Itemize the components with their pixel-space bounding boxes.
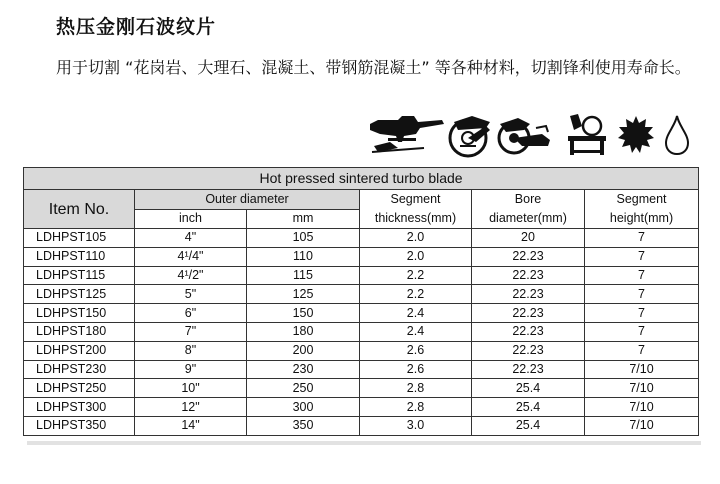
cell-inch: 6" xyxy=(135,304,247,323)
cell-bore: 22.23 xyxy=(472,322,585,341)
cell-thickness: 2.0 xyxy=(360,229,472,248)
cell-height: 7/10 xyxy=(585,398,699,417)
cell-mm: 250 xyxy=(247,379,360,398)
cell-mm: 300 xyxy=(247,398,360,417)
application-icons xyxy=(368,112,692,164)
header-bore-line2: diameter(mm) xyxy=(489,211,567,225)
cell-thickness: 2.6 xyxy=(360,360,472,379)
table-row xyxy=(24,304,699,323)
header-segment-height-line2: height(mm) xyxy=(609,211,674,225)
cell-bore: 22.23 xyxy=(472,285,585,304)
cell-mm: 125 xyxy=(247,285,360,304)
cell-thickness: 2.0 xyxy=(360,247,472,266)
cell-bore: 22.23 xyxy=(472,360,585,379)
cell-thickness: 2.6 xyxy=(360,341,472,360)
cell-mm: 200 xyxy=(247,341,360,360)
cell-item: LDHPST105 xyxy=(24,229,135,248)
cell-bore: 22.23 xyxy=(472,304,585,323)
tile-saw-icon xyxy=(564,112,610,158)
header-segment-height-line1: Segment xyxy=(616,192,667,206)
cell-inch: 5" xyxy=(135,285,247,304)
table-shadow xyxy=(27,441,701,445)
cell-height: 7 xyxy=(585,229,699,248)
cell-thickness: 2.2 xyxy=(360,266,472,285)
cell-mm: 350 xyxy=(247,416,360,435)
cell-thickness: 3.0 xyxy=(360,416,472,435)
cell-mm: 180 xyxy=(247,322,360,341)
wet-drop-icon xyxy=(662,112,692,158)
header-segment-height xyxy=(585,190,699,229)
cell-item: LDHPST180 xyxy=(24,322,135,341)
cell-height: 7 xyxy=(585,341,699,360)
table-row xyxy=(24,360,699,379)
header-bore-diameter xyxy=(472,190,585,229)
cell-bore: 20 xyxy=(472,229,585,248)
cell-item: LDHPST125 xyxy=(24,285,135,304)
product-description: 用于切割 “花岗岩、大理石、混凝土、带钢筋混凝土” 等各种材料，切割锋利使用寿命长。 xyxy=(56,58,691,77)
header-segment-thickness xyxy=(360,190,472,229)
cell-mm: 115 xyxy=(247,266,360,285)
cell-mm: 150 xyxy=(247,304,360,323)
cell-height: 7 xyxy=(585,266,699,285)
header-segment-thickness-line2: thickness(mm) xyxy=(374,211,457,225)
cell-height: 7/10 xyxy=(585,416,699,435)
header-bore-line1: Bore xyxy=(514,192,542,206)
cell-height: 7 xyxy=(585,247,699,266)
cell-inch: 9" xyxy=(135,360,247,379)
cell-height: 7/10 xyxy=(585,360,699,379)
cell-item: LDHPST115 xyxy=(24,266,135,285)
cell-height: 7 xyxy=(585,304,699,323)
cell-item: LDHPST110 xyxy=(24,247,135,266)
cell-bore: 25.4 xyxy=(472,416,585,435)
cell-mm: 230 xyxy=(247,360,360,379)
table-row xyxy=(24,266,699,285)
table-row xyxy=(24,229,699,248)
header-mm: mm xyxy=(247,209,360,229)
table-title: Hot pressed sintered turbo blade xyxy=(24,168,699,190)
cell-item: LDHPST200 xyxy=(24,341,135,360)
cell-inch: 4" xyxy=(135,229,247,248)
cell-inch: 12" xyxy=(135,398,247,417)
header-item-no: Item No. xyxy=(24,190,135,229)
circular-saw-icon xyxy=(446,112,494,158)
cell-mm: 105 xyxy=(247,229,360,248)
table-row xyxy=(24,322,699,341)
table-row xyxy=(24,379,699,398)
dry-sun-icon xyxy=(616,112,656,158)
cell-inch: 4¹/4" xyxy=(135,247,247,266)
cell-thickness: 2.4 xyxy=(360,304,472,323)
table-row xyxy=(24,341,699,360)
header-outer-diameter: Outer diameter xyxy=(135,190,360,210)
specification-table xyxy=(23,167,699,436)
table-row xyxy=(24,398,699,417)
cell-inch: 4¹/2" xyxy=(135,266,247,285)
cell-item: LDHPST300 xyxy=(24,398,135,417)
cell-item: LDHPST230 xyxy=(24,360,135,379)
cell-inch: 14" xyxy=(135,416,247,435)
table-row xyxy=(24,285,699,304)
cell-bore: 22.23 xyxy=(472,266,585,285)
cell-item: LDHPST250 xyxy=(24,379,135,398)
cell-inch: 7" xyxy=(135,322,247,341)
cutoff-saw-icon xyxy=(496,112,554,158)
cell-height: 7 xyxy=(585,285,699,304)
table-body xyxy=(24,229,699,436)
cell-height: 7/10 xyxy=(585,379,699,398)
table-row xyxy=(24,247,699,266)
cell-bore: 22.23 xyxy=(472,247,585,266)
cell-inch: 8" xyxy=(135,341,247,360)
cell-bore: 22.23 xyxy=(472,341,585,360)
cell-thickness: 2.8 xyxy=(360,398,472,417)
cell-mm: 110 xyxy=(247,247,360,266)
cell-thickness: 2.8 xyxy=(360,379,472,398)
angle-grinder-icon xyxy=(368,112,446,158)
cell-thickness: 2.4 xyxy=(360,322,472,341)
cell-height: 7 xyxy=(585,322,699,341)
cell-item: LDHPST150 xyxy=(24,304,135,323)
table-row xyxy=(24,416,699,435)
cell-bore: 25.4 xyxy=(472,398,585,417)
header-inch: inch xyxy=(135,209,247,229)
header-segment-thickness-line1: Segment xyxy=(390,192,441,206)
cell-inch: 10" xyxy=(135,379,247,398)
page-title: 热压金刚石波纹片 xyxy=(56,16,217,38)
cell-item: LDHPST350 xyxy=(24,416,135,435)
cell-bore: 25.4 xyxy=(472,379,585,398)
cell-thickness: 2.2 xyxy=(360,285,472,304)
